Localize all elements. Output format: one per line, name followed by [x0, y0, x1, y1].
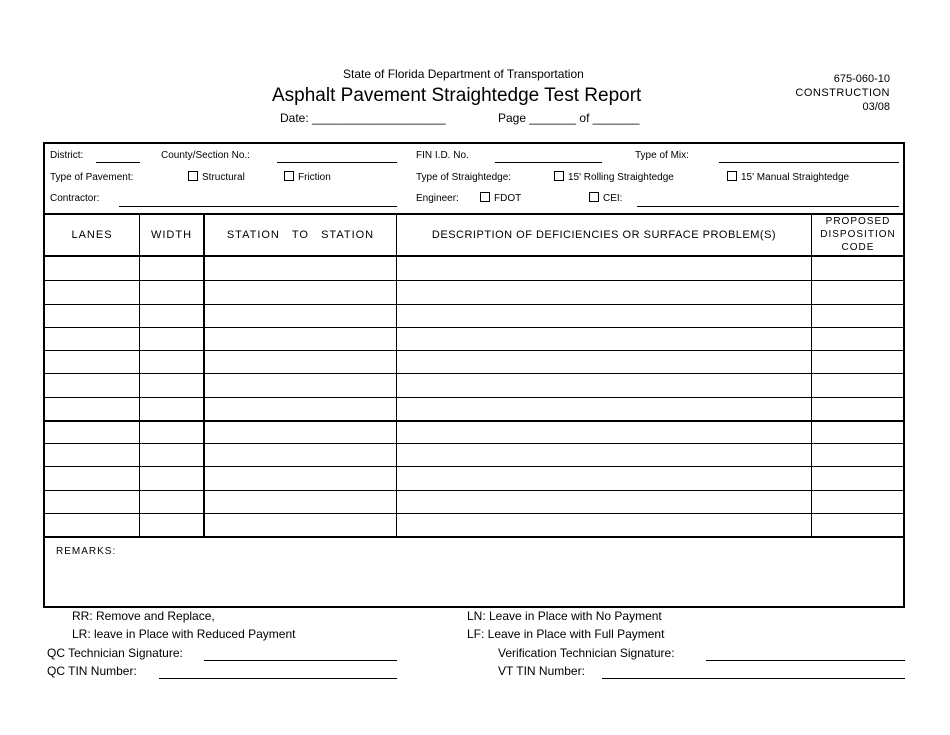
table-cell[interactable] — [45, 491, 139, 512]
table-cell[interactable] — [205, 444, 396, 465]
remarks-label: REMARKS: — [56, 546, 117, 557]
table-cell[interactable] — [812, 351, 904, 372]
legend-lf: LF: Leave in Place with Full Payment — [467, 627, 665, 641]
table-cell[interactable] — [45, 444, 139, 465]
col-header-disposition: PROPOSED DISPOSITION CODE — [820, 216, 896, 253]
table-cell[interactable] — [205, 398, 396, 419]
table-cell[interactable] — [397, 398, 811, 419]
qc-tin-field[interactable] — [159, 678, 397, 679]
table-cell[interactable] — [45, 398, 139, 419]
qc-signature-field[interactable] — [204, 660, 397, 661]
vt-tin-field[interactable] — [602, 678, 905, 679]
table-cell[interactable] — [45, 374, 139, 395]
legend-ln: LN: Leave in Place with No Payment — [467, 609, 662, 623]
manual-straightedge-label: 15' Manual Straightedge — [741, 172, 850, 183]
table-cell[interactable] — [140, 328, 203, 349]
friction-checkbox[interactable] — [284, 171, 294, 181]
table-cell[interactable] — [812, 258, 904, 279]
table-cell[interactable] — [397, 514, 811, 535]
table-cell[interactable] — [812, 305, 904, 326]
table-cell[interactable] — [45, 305, 139, 326]
vt-signature-field[interactable] — [706, 660, 905, 661]
table-cell[interactable] — [45, 421, 139, 442]
legend-rr: RR: Remove and Replace, — [72, 609, 215, 623]
page-title: Asphalt Pavement Straightedge Test Report — [272, 85, 642, 106]
type-of-mix-label: Type of Mix: — [635, 150, 689, 161]
remarks-border — [43, 536, 905, 538]
engineer-label: Engineer: — [416, 193, 459, 204]
table-cell[interactable] — [140, 281, 203, 302]
friction-label: Friction — [298, 172, 331, 183]
table-cell[interactable] — [205, 421, 396, 442]
cei-option[interactable] — [589, 193, 622, 204]
table-cell[interactable] — [140, 258, 203, 279]
qc-signature-label: QC Technician Signature: — [47, 646, 183, 660]
table-cell[interactable] — [205, 491, 396, 512]
contractor-field[interactable] — [119, 206, 397, 207]
table-cell[interactable] — [45, 281, 139, 302]
structural-option[interactable] — [188, 172, 245, 183]
rolling-straightedge-label: 15' Rolling Straightedge — [568, 172, 674, 183]
cei-field[interactable] — [637, 206, 899, 207]
table-cell[interactable] — [45, 351, 139, 372]
table-cell[interactable] — [140, 421, 203, 442]
type-of-pavement-label: Type of Pavement: — [50, 172, 134, 183]
table-cell[interactable] — [812, 281, 904, 302]
table-cell[interactable] — [397, 421, 811, 442]
qc-tin-label: QC TIN Number: — [47, 664, 137, 678]
date-line: Date: ____________________ — [280, 111, 446, 125]
table-cell[interactable] — [397, 444, 811, 465]
table-cell[interactable] — [205, 374, 396, 395]
table-cell[interactable] — [397, 467, 811, 488]
table-cell[interactable] — [140, 374, 203, 395]
remarks-field[interactable] — [46, 560, 902, 604]
table-cell[interactable] — [812, 374, 904, 395]
district-field[interactable] — [96, 162, 140, 163]
table-cell[interactable] — [140, 491, 203, 512]
col-header-description: DESCRIPTION OF DEFICIENCIES OR SURFACE PROBLEM(S) — [431, 228, 777, 241]
form-category: CONSTRUCTION — [795, 87, 890, 99]
legend-lr: LR: leave in Place with Reduced Payment — [72, 627, 296, 641]
county-section-field[interactable] — [277, 162, 397, 163]
table-cell[interactable] — [812, 421, 904, 442]
agency-name: State of Florida Department of Transportation — [343, 67, 584, 81]
table-cell[interactable] — [205, 351, 396, 372]
district-label: District: — [50, 150, 84, 161]
vt-signature-label: Verification Technician Signature: — [498, 646, 675, 660]
type-of-straightedge-label: Type of Straightedge: — [416, 172, 512, 183]
table-cell[interactable] — [397, 305, 811, 326]
table-cell[interactable] — [140, 398, 203, 419]
table-cell[interactable] — [812, 398, 904, 419]
table-cell[interactable] — [140, 305, 203, 326]
structural-checkbox[interactable] — [188, 171, 198, 181]
table-cell[interactable] — [397, 374, 811, 395]
table-cell[interactable] — [205, 258, 396, 279]
fdot-option[interactable] — [480, 193, 521, 204]
col-header-width: WIDTH — [150, 228, 193, 241]
table-cell[interactable] — [812, 467, 904, 488]
table-cell[interactable] — [205, 305, 396, 326]
structural-label: Structural — [202, 172, 245, 183]
type-of-mix-field[interactable] — [719, 162, 899, 163]
table-cell[interactable] — [205, 514, 396, 535]
table-cell[interactable] — [812, 444, 904, 465]
rolling-straightedge-option[interactable] — [554, 172, 674, 183]
cei-label: CEI: — [603, 193, 623, 204]
manual-straightedge-option[interactable] — [727, 172, 849, 183]
fdot-label: FDOT — [494, 193, 522, 204]
col-header-station: STATION TO STATION — [226, 228, 375, 241]
table-cell[interactable] — [397, 328, 811, 349]
table-cell[interactable] — [140, 514, 203, 535]
table-cell[interactable] — [812, 328, 904, 349]
form-revision: 03/08 — [862, 101, 890, 113]
table-cell[interactable] — [45, 467, 139, 488]
county-section-label: County/Section No.: — [161, 150, 250, 161]
table-cell[interactable] — [140, 444, 203, 465]
table-cell[interactable] — [397, 491, 811, 512]
vt-tin-label: VT TIN Number: — [498, 664, 585, 678]
table-header-border — [43, 255, 905, 257]
fin-id-field[interactable] — [495, 162, 602, 163]
page-count-line: Page _______ of _______ — [498, 111, 640, 125]
rolling-straightedge-checkbox[interactable] — [554, 171, 564, 181]
fin-id-label: FIN I.D. No. — [416, 150, 469, 161]
table-cell[interactable] — [397, 351, 811, 372]
table-cell[interactable] — [205, 467, 396, 488]
table-cell[interactable] — [397, 258, 811, 279]
table-cell[interactable] — [397, 281, 811, 302]
table-cell[interactable] — [45, 328, 139, 349]
table-cell[interactable] — [140, 467, 203, 488]
table-cell[interactable] — [140, 351, 203, 372]
manual-straightedge-checkbox[interactable] — [727, 171, 737, 181]
friction-option[interactable] — [284, 172, 331, 183]
col-header-lanes: LANES — [71, 228, 113, 241]
fdot-checkbox[interactable] — [480, 192, 490, 202]
table-cell[interactable] — [205, 328, 396, 349]
table-cell[interactable] — [812, 491, 904, 512]
cei-checkbox[interactable] — [589, 192, 599, 202]
form-number: 675-060-10 — [833, 73, 890, 85]
table-cell[interactable] — [205, 281, 396, 302]
table-cell[interactable] — [45, 514, 139, 535]
contractor-label: Contractor: — [50, 193, 100, 204]
table-cell[interactable] — [45, 258, 139, 279]
table-cell[interactable] — [812, 514, 904, 535]
